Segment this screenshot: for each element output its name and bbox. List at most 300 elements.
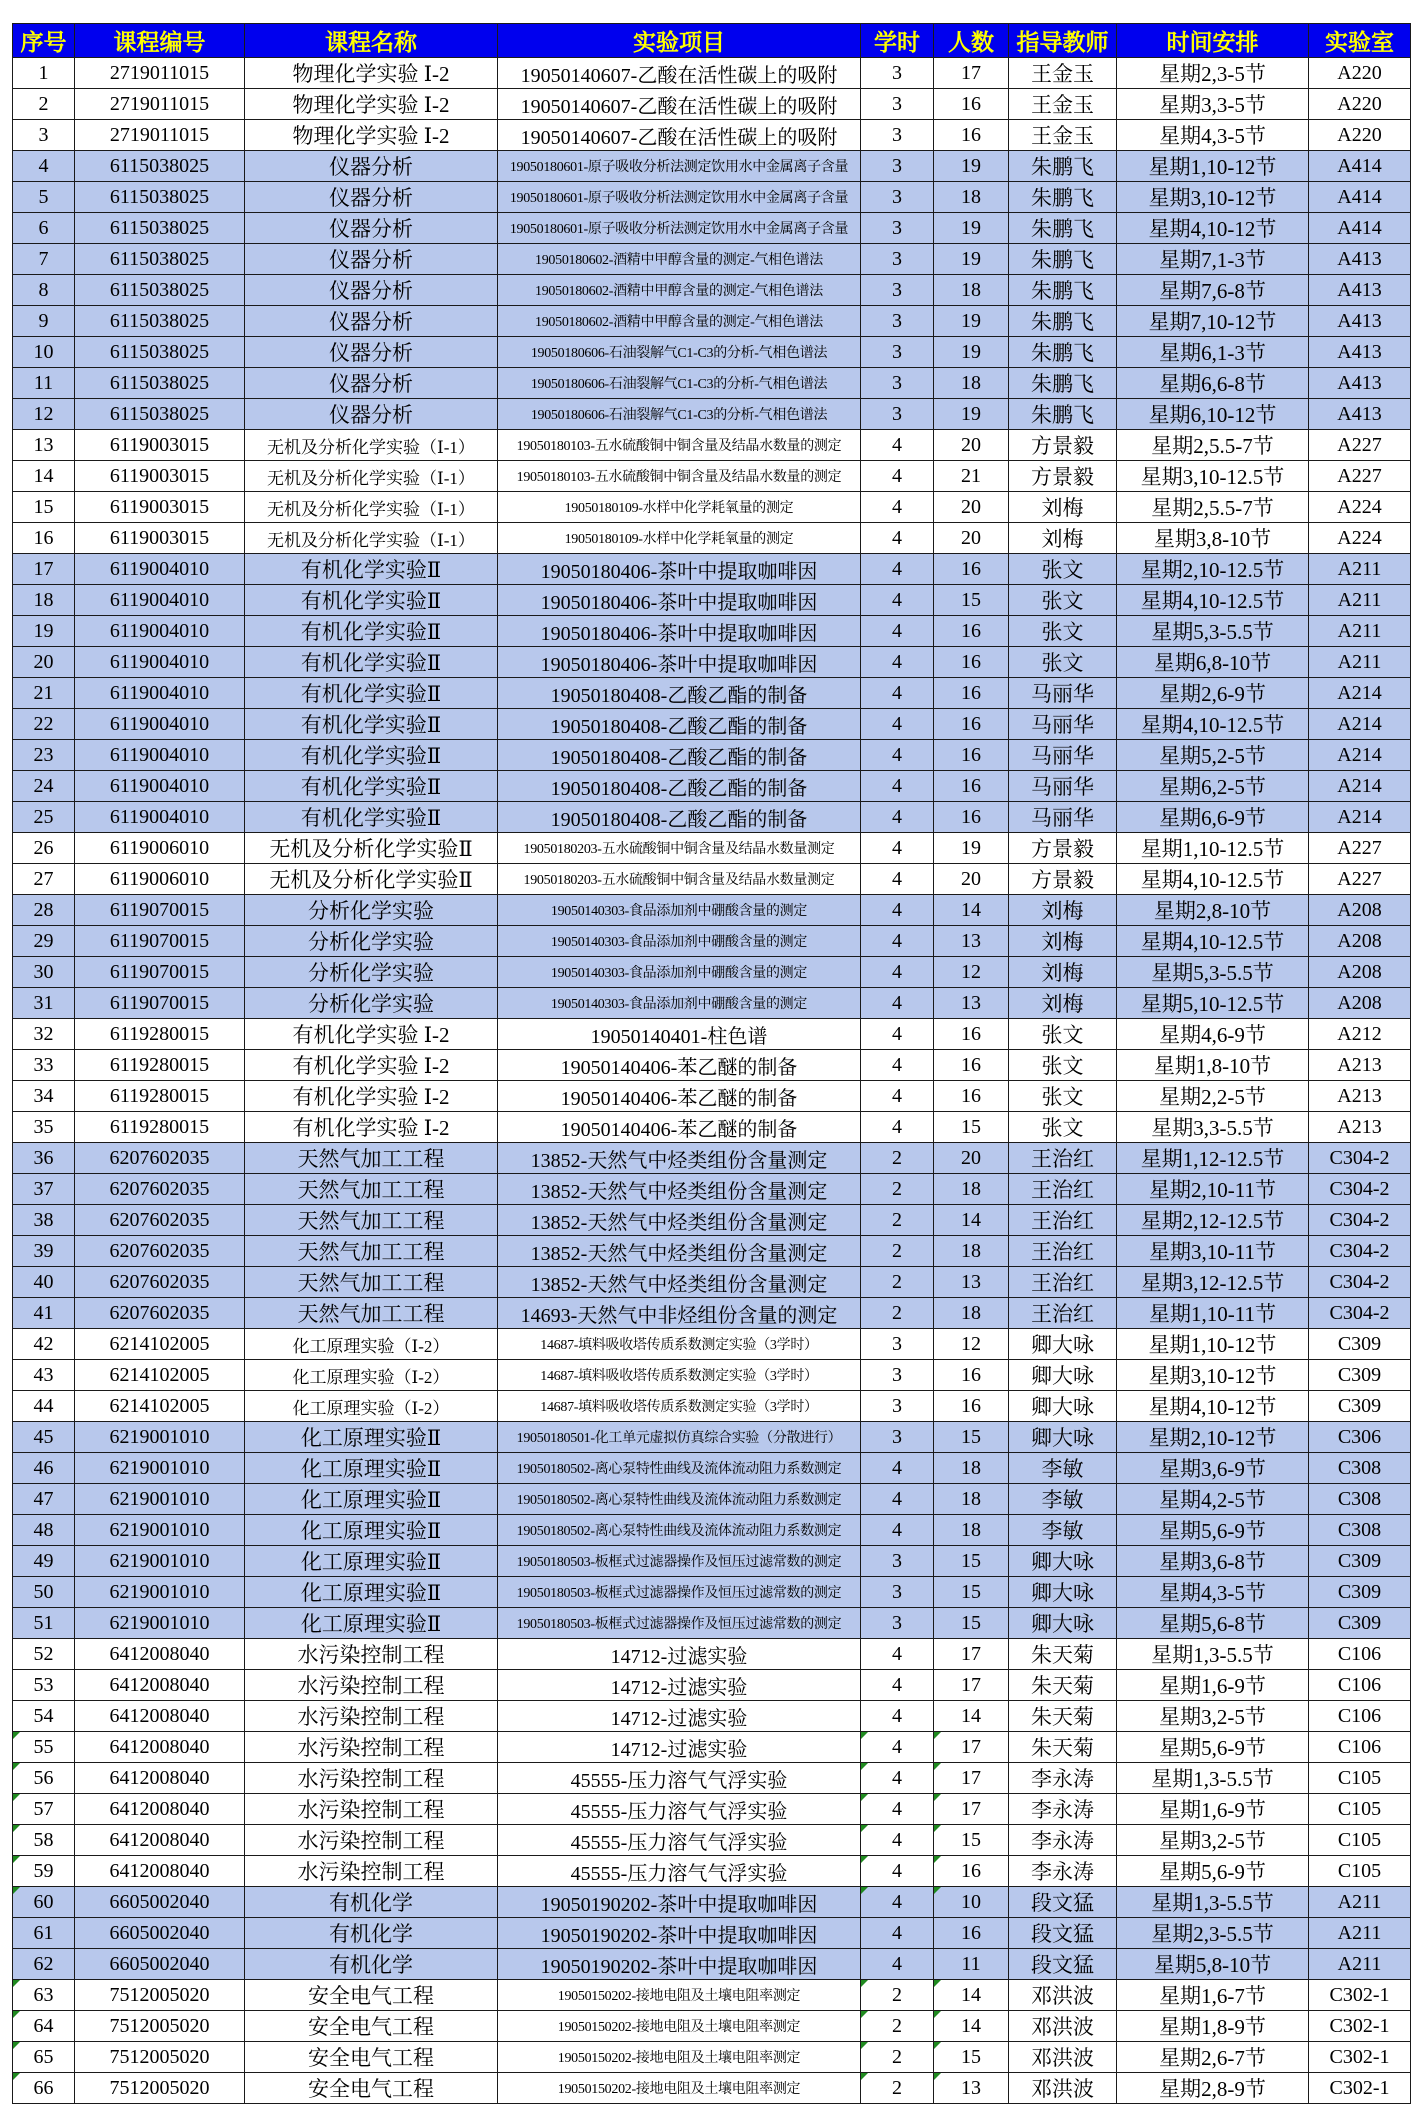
cell-index[interactable]: 5 <box>13 182 75 213</box>
cell-time[interactable]: 星期5,6-8节 <box>1117 1608 1309 1639</box>
cell-students[interactable]: 13 <box>934 1267 1009 1298</box>
cell-time[interactable]: 星期1,6-9节 <box>1117 1670 1309 1701</box>
cell-hours[interactable]: 3 <box>861 337 934 368</box>
cell-students[interactable]: 17 <box>934 1670 1009 1701</box>
cell-instructor[interactable]: 朱鹏飞 <box>1009 151 1117 182</box>
cell-course-name[interactable]: 化工原理实验Ⅱ <box>245 1608 498 1639</box>
cell-students[interactable]: 17 <box>934 58 1009 89</box>
cell-instructor[interactable]: 马丽华 <box>1009 709 1117 740</box>
cell-index[interactable]: 16 <box>13 523 75 554</box>
cell-instructor[interactable]: 张文 <box>1009 616 1117 647</box>
cell-course-code[interactable]: 6115038025 <box>75 368 245 399</box>
cell-course-code[interactable]: 6119006010 <box>75 864 245 895</box>
cell-lab[interactable]: C304-2 <box>1309 1205 1411 1236</box>
cell-hours[interactable]: 4 <box>861 864 934 895</box>
cell-index[interactable]: 12 <box>13 399 75 430</box>
cell-time[interactable]: 星期5,3-5.5节 <box>1117 957 1309 988</box>
cell-instructor[interactable]: 朱鹏飞 <box>1009 244 1117 275</box>
cell-course-code[interactable]: 2719011015 <box>75 58 245 89</box>
cell-time[interactable]: 星期4,3-5节 <box>1117 1577 1309 1608</box>
cell-students[interactable]: 17 <box>934 1763 1009 1794</box>
cell-lab[interactable]: A211 <box>1309 647 1411 678</box>
cell-experiment[interactable]: 19050150202-接地电阻及土壤电阻率测定 <box>498 2073 861 2104</box>
cell-students[interactable]: 15 <box>934 1825 1009 1856</box>
cell-experiment[interactable]: 19050180503-板框式过滤器操作及恒压过滤常数的测定 <box>498 1546 861 1577</box>
cell-students[interactable]: 14 <box>934 895 1009 926</box>
cell-course-code[interactable]: 6219001010 <box>75 1546 245 1577</box>
cell-course-name[interactable]: 仪器分析 <box>245 182 498 213</box>
cell-time[interactable]: 星期4,10-12.5节 <box>1117 926 1309 957</box>
cell-instructor[interactable]: 卿大咏 <box>1009 1422 1117 1453</box>
cell-students[interactable]: 19 <box>934 833 1009 864</box>
cell-instructor[interactable]: 方景毅 <box>1009 864 1117 895</box>
cell-lab[interactable]: A208 <box>1309 895 1411 926</box>
cell-course-name[interactable]: 无机及分析化学实验Ⅱ <box>245 864 498 895</box>
cell-course-name[interactable]: 化工原理实验Ⅱ <box>245 1577 498 1608</box>
cell-hours[interactable]: 3 <box>861 89 934 120</box>
cell-course-name[interactable]: 物理化学实验 Ⅰ-2 <box>245 58 498 89</box>
cell-hours[interactable]: 4 <box>861 1856 934 1887</box>
cell-course-name[interactable]: 化工原理实验Ⅱ <box>245 1422 498 1453</box>
cell-students[interactable]: 16 <box>934 1856 1009 1887</box>
cell-course-name[interactable]: 安全电气工程 <box>245 2073 498 2104</box>
cell-course-code[interactable]: 7512005020 <box>75 2011 245 2042</box>
cell-course-code[interactable]: 6119004010 <box>75 585 245 616</box>
cell-course-name[interactable]: 物理化学实验 Ⅰ-2 <box>245 89 498 120</box>
cell-time[interactable]: 星期2,6-9节 <box>1117 678 1309 709</box>
cell-index[interactable]: 42 <box>13 1329 75 1360</box>
cell-instructor[interactable]: 王治红 <box>1009 1236 1117 1267</box>
cell-lab[interactable]: A214 <box>1309 678 1411 709</box>
cell-students[interactable]: 16 <box>934 1391 1009 1422</box>
cell-experiment[interactable]: 45555-压力溶气气浮实验 <box>498 1825 861 1856</box>
cell-course-name[interactable]: 天然气加工工程 <box>245 1236 498 1267</box>
cell-time[interactable]: 星期7,10-12节 <box>1117 306 1309 337</box>
cell-hours[interactable]: 3 <box>861 1329 934 1360</box>
cell-students[interactable]: 16 <box>934 1019 1009 1050</box>
cell-course-name[interactable]: 水污染控制工程 <box>245 1639 498 1670</box>
cell-experiment[interactable]: 19050180502-离心泵特性曲线及流体流动阻力系数测定 <box>498 1515 861 1546</box>
cell-experiment[interactable]: 19050140303-食品添加剂中硼酸含量的测定 <box>498 957 861 988</box>
cell-index[interactable]: 53 <box>13 1670 75 1701</box>
cell-students[interactable]: 16 <box>934 740 1009 771</box>
cell-hours[interactable]: 4 <box>861 523 934 554</box>
cell-experiment[interactable]: 19050140303-食品添加剂中硼酸含量的测定 <box>498 926 861 957</box>
cell-students[interactable]: 20 <box>934 523 1009 554</box>
cell-index[interactable]: 63 <box>13 1980 75 2011</box>
cell-hours[interactable]: 4 <box>861 1949 934 1980</box>
cell-hours[interactable]: 4 <box>861 430 934 461</box>
cell-index[interactable]: 34 <box>13 1081 75 1112</box>
cell-index[interactable]: 9 <box>13 306 75 337</box>
cell-course-name[interactable]: 仪器分析 <box>245 151 498 182</box>
cell-lab[interactable]: C309 <box>1309 1546 1411 1577</box>
cell-hours[interactable]: 4 <box>861 616 934 647</box>
cell-course-name[interactable]: 天然气加工工程 <box>245 1143 498 1174</box>
cell-hours[interactable]: 4 <box>861 833 934 864</box>
cell-lab[interactable]: A211 <box>1309 585 1411 616</box>
cell-course-code[interactable]: 6207602035 <box>75 1267 245 1298</box>
cell-students[interactable]: 15 <box>934 585 1009 616</box>
cell-instructor[interactable]: 李永涛 <box>1009 1794 1117 1825</box>
cell-instructor[interactable]: 朱鹏飞 <box>1009 306 1117 337</box>
cell-index[interactable]: 59 <box>13 1856 75 1887</box>
cell-experiment[interactable]: 19050140406-苯乙醚的制备 <box>498 1112 861 1143</box>
cell-students[interactable]: 16 <box>934 89 1009 120</box>
cell-index[interactable]: 2 <box>13 89 75 120</box>
cell-experiment[interactable]: 19050180606-石油裂解气C1-C3的分析-气相色谱法 <box>498 368 861 399</box>
cell-experiment[interactable]: 19050180501-化工单元虚拟仿真综合实验（分散进行） <box>498 1422 861 1453</box>
cell-instructor[interactable]: 卿大咏 <box>1009 1329 1117 1360</box>
cell-students[interactable]: 16 <box>934 802 1009 833</box>
cell-students[interactable]: 11 <box>934 1949 1009 1980</box>
cell-lab[interactable]: A413 <box>1309 368 1411 399</box>
cell-lab[interactable]: A211 <box>1309 1949 1411 1980</box>
cell-hours[interactable]: 4 <box>861 1515 934 1546</box>
cell-instructor[interactable]: 刘梅 <box>1009 957 1117 988</box>
cell-instructor[interactable]: 刘梅 <box>1009 988 1117 1019</box>
cell-time[interactable]: 星期1,6-7节 <box>1117 1980 1309 2011</box>
cell-hours[interactable]: 3 <box>861 306 934 337</box>
cell-lab[interactable]: C106 <box>1309 1670 1411 1701</box>
cell-experiment[interactable]: 19050180503-板框式过滤器操作及恒压过滤常数的测定 <box>498 1608 861 1639</box>
cell-index[interactable]: 37 <box>13 1174 75 1205</box>
cell-index[interactable]: 52 <box>13 1639 75 1670</box>
cell-time[interactable]: 星期2,12-12.5节 <box>1117 1205 1309 1236</box>
cell-index[interactable]: 65 <box>13 2042 75 2073</box>
header-students[interactable]: 人数 <box>934 24 1009 58</box>
cell-experiment[interactable]: 19050180602-酒精中甲醇含量的测定-气相色谱法 <box>498 275 861 306</box>
cell-experiment[interactable]: 19050180203-五水硫酸铜中铜含量及结晶水数量测定 <box>498 864 861 895</box>
cell-experiment[interactable]: 19050180406-茶叶中提取咖啡因 <box>498 647 861 678</box>
cell-experiment[interactable]: 19050140607-乙酸在活性碳上的吸附 <box>498 120 861 151</box>
cell-hours[interactable]: 4 <box>861 895 934 926</box>
cell-experiment[interactable]: 19050180606-石油裂解气C1-C3的分析-气相色谱法 <box>498 337 861 368</box>
cell-time[interactable]: 星期7,6-8节 <box>1117 275 1309 306</box>
cell-lab[interactable]: C304-2 <box>1309 1236 1411 1267</box>
cell-index[interactable]: 23 <box>13 740 75 771</box>
cell-index[interactable]: 54 <box>13 1701 75 1732</box>
cell-students[interactable]: 17 <box>934 1732 1009 1763</box>
cell-students[interactable]: 16 <box>934 120 1009 151</box>
cell-course-name[interactable]: 安全电气工程 <box>245 2011 498 2042</box>
cell-time[interactable]: 星期3,3-5.5节 <box>1117 1112 1309 1143</box>
cell-course-name[interactable]: 有机化学实验Ⅱ <box>245 709 498 740</box>
cell-students[interactable]: 15 <box>934 1422 1009 1453</box>
cell-index[interactable]: 11 <box>13 368 75 399</box>
cell-hours[interactable]: 4 <box>861 1670 934 1701</box>
cell-students[interactable]: 20 <box>934 864 1009 895</box>
cell-time[interactable]: 星期4,10-12节 <box>1117 213 1309 244</box>
cell-index[interactable]: 28 <box>13 895 75 926</box>
cell-index[interactable]: 20 <box>13 647 75 678</box>
cell-course-name[interactable]: 仪器分析 <box>245 306 498 337</box>
cell-instructor[interactable]: 刘梅 <box>1009 523 1117 554</box>
cell-students[interactable]: 16 <box>934 1918 1009 1949</box>
cell-lab[interactable]: A208 <box>1309 988 1411 1019</box>
cell-course-code[interactable]: 2719011015 <box>75 89 245 120</box>
cell-students[interactable]: 19 <box>934 244 1009 275</box>
cell-students[interactable]: 19 <box>934 399 1009 430</box>
cell-time[interactable]: 星期1,10-12节 <box>1117 1329 1309 1360</box>
cell-lab[interactable]: C106 <box>1309 1701 1411 1732</box>
cell-course-code[interactable]: 7512005020 <box>75 2042 245 2073</box>
cell-hours[interactable]: 3 <box>861 368 934 399</box>
cell-lab[interactable]: A213 <box>1309 1050 1411 1081</box>
cell-time[interactable]: 星期5,6-9节 <box>1117 1515 1309 1546</box>
cell-course-name[interactable]: 有机化学实验 Ⅰ-2 <box>245 1019 498 1050</box>
cell-students[interactable]: 15 <box>934 2042 1009 2073</box>
cell-instructor[interactable]: 邓洪波 <box>1009 2011 1117 2042</box>
cell-lab[interactable]: C302-1 <box>1309 2042 1411 2073</box>
cell-instructor[interactable]: 张文 <box>1009 554 1117 585</box>
cell-time[interactable]: 星期1,8-10节 <box>1117 1050 1309 1081</box>
cell-lab[interactable]: A220 <box>1309 120 1411 151</box>
cell-hours[interactable]: 2 <box>861 1980 934 2011</box>
cell-course-code[interactable]: 6412008040 <box>75 1825 245 1856</box>
cell-lab[interactable]: C304-2 <box>1309 1267 1411 1298</box>
cell-time[interactable]: 星期2,10-12.5节 <box>1117 554 1309 585</box>
cell-hours[interactable]: 2 <box>861 2042 934 2073</box>
cell-instructor[interactable]: 卿大咏 <box>1009 1577 1117 1608</box>
cell-time[interactable]: 星期1,3-5.5节 <box>1117 1763 1309 1794</box>
cell-students[interactable]: 13 <box>934 926 1009 957</box>
cell-instructor[interactable]: 朱天菊 <box>1009 1732 1117 1763</box>
cell-course-code[interactable]: 6119070015 <box>75 926 245 957</box>
cell-index[interactable]: 40 <box>13 1267 75 1298</box>
cell-students[interactable]: 14 <box>934 1701 1009 1732</box>
cell-index[interactable]: 33 <box>13 1050 75 1081</box>
cell-instructor[interactable]: 王金玉 <box>1009 120 1117 151</box>
cell-students[interactable]: 18 <box>934 1236 1009 1267</box>
cell-lab[interactable]: C308 <box>1309 1484 1411 1515</box>
cell-instructor[interactable]: 邓洪波 <box>1009 1980 1117 2011</box>
cell-hours[interactable]: 4 <box>861 1825 934 1856</box>
cell-index[interactable]: 18 <box>13 585 75 616</box>
cell-lab[interactable]: C309 <box>1309 1329 1411 1360</box>
cell-index[interactable]: 48 <box>13 1515 75 1546</box>
cell-hours[interactable]: 3 <box>861 58 934 89</box>
cell-instructor[interactable]: 刘梅 <box>1009 492 1117 523</box>
cell-instructor[interactable]: 刘梅 <box>1009 895 1117 926</box>
cell-hours[interactable]: 3 <box>861 1608 934 1639</box>
cell-instructor[interactable]: 李永涛 <box>1009 1825 1117 1856</box>
cell-index[interactable]: 62 <box>13 1949 75 1980</box>
cell-instructor[interactable]: 朱鹏飞 <box>1009 275 1117 306</box>
cell-course-code[interactable]: 6605002040 <box>75 1887 245 1918</box>
cell-index[interactable]: 55 <box>13 1732 75 1763</box>
cell-hours[interactable]: 4 <box>861 1112 934 1143</box>
cell-students[interactable]: 17 <box>934 1639 1009 1670</box>
cell-lab[interactable]: C105 <box>1309 1763 1411 1794</box>
cell-instructor[interactable]: 李敏 <box>1009 1484 1117 1515</box>
cell-course-code[interactable]: 6119280015 <box>75 1050 245 1081</box>
cell-experiment[interactable]: 19050180408-乙酸乙酯的制备 <box>498 802 861 833</box>
cell-instructor[interactable]: 王治红 <box>1009 1298 1117 1329</box>
cell-course-name[interactable]: 安全电气工程 <box>245 1980 498 2011</box>
cell-lab[interactable]: C306 <box>1309 1422 1411 1453</box>
header-index[interactable]: 序号 <box>13 24 75 58</box>
cell-students[interactable]: 16 <box>934 1360 1009 1391</box>
cell-lab[interactable]: C105 <box>1309 1856 1411 1887</box>
cell-index[interactable]: 19 <box>13 616 75 647</box>
cell-lab[interactable]: A220 <box>1309 89 1411 120</box>
cell-index[interactable]: 1 <box>13 58 75 89</box>
cell-students[interactable]: 16 <box>934 554 1009 585</box>
cell-index[interactable]: 31 <box>13 988 75 1019</box>
cell-hours[interactable]: 3 <box>861 182 934 213</box>
cell-course-code[interactable]: 6119004010 <box>75 771 245 802</box>
cell-students[interactable]: 18 <box>934 1174 1009 1205</box>
cell-instructor[interactable]: 段文猛 <box>1009 1949 1117 1980</box>
cell-course-code[interactable]: 6214102005 <box>75 1391 245 1422</box>
cell-hours[interactable]: 3 <box>861 1360 934 1391</box>
cell-course-code[interactable]: 6119004010 <box>75 740 245 771</box>
cell-time[interactable]: 星期5,6-9节 <box>1117 1732 1309 1763</box>
cell-experiment[interactable]: 13852-天然气中烃类组份含量测定 <box>498 1143 861 1174</box>
cell-time[interactable]: 星期5,8-10节 <box>1117 1949 1309 1980</box>
cell-course-code[interactable]: 6119280015 <box>75 1081 245 1112</box>
cell-experiment[interactable]: 13852-天然气中烃类组份含量测定 <box>498 1236 861 1267</box>
cell-time[interactable]: 星期1,6-9节 <box>1117 1794 1309 1825</box>
cell-index[interactable]: 47 <box>13 1484 75 1515</box>
cell-course-code[interactable]: 6119280015 <box>75 1112 245 1143</box>
cell-experiment[interactable]: 19050190202-茶叶中提取咖啡因 <box>498 1887 861 1918</box>
cell-course-name[interactable]: 分析化学实验 <box>245 957 498 988</box>
cell-time[interactable]: 星期4,10-12节 <box>1117 1391 1309 1422</box>
cell-hours[interactable]: 4 <box>861 1732 934 1763</box>
cell-lab[interactable]: A208 <box>1309 957 1411 988</box>
header-course-name[interactable]: 课程名称 <box>245 24 498 58</box>
cell-experiment[interactable]: 19050180406-茶叶中提取咖啡因 <box>498 616 861 647</box>
cell-hours[interactable]: 4 <box>861 1453 934 1484</box>
cell-lab[interactable]: A211 <box>1309 554 1411 585</box>
cell-course-name[interactable]: 无机及分析化学实验（Ⅰ-1） <box>245 461 498 492</box>
cell-hours[interactable]: 2 <box>861 1205 934 1236</box>
cell-course-name[interactable]: 有机化学实验 Ⅰ-2 <box>245 1081 498 1112</box>
cell-course-name[interactable]: 化工原理实验（Ⅰ-2） <box>245 1391 498 1422</box>
cell-time[interactable]: 星期5,6-9节 <box>1117 1856 1309 1887</box>
cell-hours[interactable]: 4 <box>861 1019 934 1050</box>
cell-time[interactable]: 星期2,10-12节 <box>1117 1422 1309 1453</box>
cell-instructor[interactable]: 王金玉 <box>1009 58 1117 89</box>
cell-course-name[interactable]: 天然气加工工程 <box>245 1174 498 1205</box>
cell-course-code[interactable]: 6207602035 <box>75 1174 245 1205</box>
cell-experiment[interactable]: 19050180502-离心泵特性曲线及流体流动阻力系数测定 <box>498 1484 861 1515</box>
cell-instructor[interactable]: 方景毅 <box>1009 430 1117 461</box>
cell-experiment[interactable]: 19050140303-食品添加剂中硼酸含量的测定 <box>498 895 861 926</box>
cell-lab[interactable]: A413 <box>1309 244 1411 275</box>
cell-hours[interactable]: 3 <box>861 1391 934 1422</box>
cell-course-name[interactable]: 有机化学实验Ⅱ <box>245 740 498 771</box>
cell-lab[interactable]: A227 <box>1309 430 1411 461</box>
cell-course-code[interactable]: 6119004010 <box>75 709 245 740</box>
cell-index[interactable]: 25 <box>13 802 75 833</box>
cell-students[interactable]: 20 <box>934 430 1009 461</box>
cell-course-code[interactable]: 6115038025 <box>75 244 245 275</box>
cell-hours[interactable]: 4 <box>861 740 934 771</box>
header-course-code[interactable]: 课程编号 <box>75 24 245 58</box>
cell-course-name[interactable]: 仪器分析 <box>245 213 498 244</box>
cell-instructor[interactable]: 卿大咏 <box>1009 1608 1117 1639</box>
cell-lab[interactable]: A227 <box>1309 833 1411 864</box>
cell-course-code[interactable]: 6207602035 <box>75 1298 245 1329</box>
cell-course-code[interactable]: 6219001010 <box>75 1453 245 1484</box>
cell-course-name[interactable]: 水污染控制工程 <box>245 1732 498 1763</box>
cell-time[interactable]: 星期1,3-5.5节 <box>1117 1887 1309 1918</box>
cell-experiment[interactable]: 14687-填料吸收塔传质系数测定实验（3学时） <box>498 1360 861 1391</box>
cell-students[interactable]: 15 <box>934 1112 1009 1143</box>
cell-students[interactable]: 19 <box>934 213 1009 244</box>
cell-course-code[interactable]: 6119004010 <box>75 678 245 709</box>
cell-course-name[interactable]: 水污染控制工程 <box>245 1794 498 1825</box>
cell-instructor[interactable]: 张文 <box>1009 1050 1117 1081</box>
cell-index[interactable]: 29 <box>13 926 75 957</box>
cell-time[interactable]: 星期2,10-11节 <box>1117 1174 1309 1205</box>
cell-students[interactable]: 18 <box>934 182 1009 213</box>
cell-course-name[interactable]: 仪器分析 <box>245 399 498 430</box>
cell-course-code[interactable]: 6119004010 <box>75 802 245 833</box>
cell-experiment[interactable]: 14693-天然气中非烃组份含量的测定 <box>498 1298 861 1329</box>
cell-course-name[interactable]: 有机化学实验Ⅱ <box>245 647 498 678</box>
cell-hours[interactable]: 4 <box>861 1701 934 1732</box>
cell-index[interactable]: 39 <box>13 1236 75 1267</box>
cell-course-name[interactable]: 有机化学实验Ⅱ <box>245 585 498 616</box>
cell-hours[interactable]: 4 <box>861 709 934 740</box>
cell-course-code[interactable]: 6207602035 <box>75 1143 245 1174</box>
cell-lab[interactable]: A414 <box>1309 213 1411 244</box>
cell-index[interactable]: 22 <box>13 709 75 740</box>
cell-instructor[interactable]: 李永涛 <box>1009 1856 1117 1887</box>
cell-instructor[interactable]: 马丽华 <box>1009 678 1117 709</box>
cell-time[interactable]: 星期2,5.5-7节 <box>1117 492 1309 523</box>
cell-index[interactable]: 30 <box>13 957 75 988</box>
cell-lab[interactable]: A413 <box>1309 275 1411 306</box>
cell-students[interactable]: 18 <box>934 368 1009 399</box>
cell-experiment[interactable]: 19050150202-接地电阻及土壤电阻率测定 <box>498 1980 861 2011</box>
cell-course-name[interactable]: 无机及分析化学实验Ⅱ <box>245 833 498 864</box>
cell-experiment[interactable]: 19050180408-乙酸乙酯的制备 <box>498 709 861 740</box>
cell-instructor[interactable]: 邓洪波 <box>1009 2073 1117 2104</box>
cell-instructor[interactable]: 朱天菊 <box>1009 1701 1117 1732</box>
cell-lab[interactable]: C304-2 <box>1309 1298 1411 1329</box>
cell-course-name[interactable]: 化工原理实验Ⅱ <box>245 1484 498 1515</box>
cell-experiment[interactable]: 19050180109-水样中化学耗氧量的测定 <box>498 492 861 523</box>
cell-course-name[interactable]: 有机化学实验 Ⅰ-2 <box>245 1112 498 1143</box>
cell-time[interactable]: 星期2,6-7节 <box>1117 2042 1309 2073</box>
cell-instructor[interactable]: 朱鹏飞 <box>1009 182 1117 213</box>
cell-lab[interactable]: C309 <box>1309 1391 1411 1422</box>
cell-lab[interactable]: C309 <box>1309 1577 1411 1608</box>
cell-index[interactable]: 14 <box>13 461 75 492</box>
cell-lab[interactable]: A227 <box>1309 864 1411 895</box>
cell-course-code[interactable]: 6119280015 <box>75 1019 245 1050</box>
cell-index[interactable]: 26 <box>13 833 75 864</box>
cell-students[interactable]: 15 <box>934 1546 1009 1577</box>
header-hours[interactable]: 学时 <box>861 24 934 58</box>
cell-lab[interactable]: A214 <box>1309 740 1411 771</box>
cell-course-name[interactable]: 化工原理实验（Ⅰ-2） <box>245 1360 498 1391</box>
cell-instructor[interactable]: 卿大咏 <box>1009 1360 1117 1391</box>
cell-index[interactable]: 45 <box>13 1422 75 1453</box>
cell-time[interactable]: 星期2,8-10节 <box>1117 895 1309 926</box>
cell-students[interactable]: 19 <box>934 151 1009 182</box>
cell-experiment[interactable]: 19050180103-五水硫酸铜中铜含量及结晶水数量的测定 <box>498 461 861 492</box>
cell-hours[interactable]: 3 <box>861 1422 934 1453</box>
cell-experiment[interactable]: 14687-填料吸收塔传质系数测定实验（3学时） <box>498 1329 861 1360</box>
cell-course-name[interactable]: 天然气加工工程 <box>245 1267 498 1298</box>
cell-experiment[interactable]: 19050180601-原子吸收分析法测定饮用水中金属离子含量 <box>498 182 861 213</box>
